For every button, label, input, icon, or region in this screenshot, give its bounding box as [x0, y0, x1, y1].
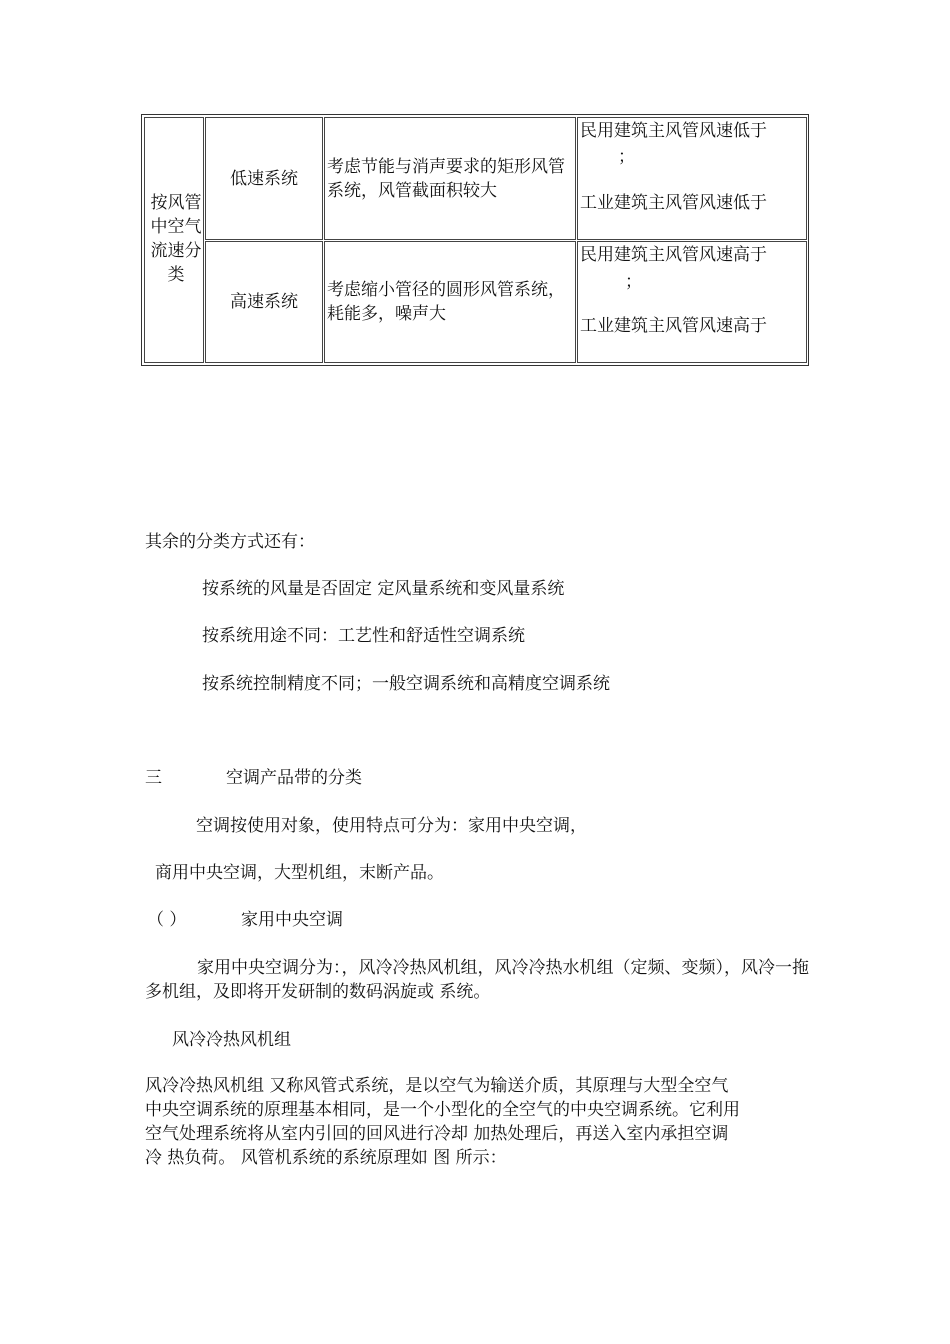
other-intro: 其余的分类方式还有：	[145, 532, 315, 552]
group-cell	[144, 117, 204, 363]
civil-condition-high: 民用建筑主风管风速高于	[580, 245, 767, 265]
description-cell-high	[324, 241, 576, 363]
sub2-para-line3: 空气处理系统将从室内引回的回风进行冷却 加热处理后，再送入室内承担空调	[145, 1124, 729, 1144]
civil-condition-low: 民用建筑主风管风速低于	[580, 121, 767, 141]
condition-cell-low	[577, 117, 807, 240]
industrial-condition-high: 工业建筑主风管风速高于	[580, 316, 767, 336]
sub1-number: （ ）	[147, 910, 187, 930]
other-item-3: 按系统控制精度不同；一般空调系统和高精度空调系统	[202, 674, 610, 694]
section3-title: 空调产品带的分类	[226, 768, 362, 788]
description-cell-low	[324, 117, 576, 240]
group-label: 按风管中空气流速分类	[150, 193, 202, 285]
sub1-title: 家用中央空调	[241, 910, 343, 930]
semicolon-low: ；	[618, 147, 635, 167]
system-label-low: 低速系统	[230, 169, 298, 189]
sub1-paragraph: 家用中央空调分为：，风冷冷热风机组，风冷冷热水机组（定频、变频），风冷一拖多机组，及即将开发研制的数码涡旋或 系统。	[145, 958, 809, 1002]
semicolon-high: ；	[625, 272, 642, 292]
other-item-1: 按系统的风量是否固定 定风量系统和变风量系统	[202, 579, 565, 599]
sub2-para-line2: 中央空调系统的原理基本相同，是一个小型化的全空气的中央空调系统。它利用	[145, 1100, 740, 1120]
system-cell-high	[205, 241, 323, 363]
condition-cell-high	[577, 241, 807, 363]
industrial-condition-low: 工业建筑主风管风速低于	[580, 193, 767, 213]
section3-para-line1: 空调按使用对象，使用特点可分为：家用中央空调，	[196, 816, 587, 836]
description-low: 考虑节能与消声要求的矩形风管系统，风管截面积较大	[327, 157, 565, 201]
section3-para-line2: 商用中央空调，大型机组，末断产品。	[155, 863, 444, 883]
sub2-title: 风冷冷热风机组	[172, 1030, 291, 1050]
other-item-2: 按系统用途不同：工艺性和舒适性空调系统	[202, 626, 525, 646]
system-cell-low	[205, 117, 323, 240]
classification-table	[141, 114, 809, 366]
system-label-high: 高速系统	[230, 292, 298, 312]
section3-number: 三	[145, 768, 162, 788]
description-high: 考虑缩小管径的圆形风管系统，耗能多，噪声大	[327, 280, 565, 324]
sub2-para-line1: 风冷冷热风机组 又称风管式系统，是以空气为输送介质，其原理与大型全空气	[145, 1076, 729, 1096]
sub2-para-line4: 冷 热负荷。 风管机系统的系统原理如 图 所示：	[145, 1148, 507, 1168]
